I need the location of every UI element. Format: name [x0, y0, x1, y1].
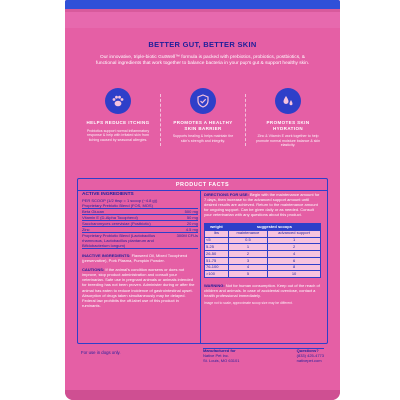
weight-unit: lbs — [205, 230, 229, 237]
inactive-ingredients: INACTIVE INGREDIENTS: Flaxseed Oil, Mixed Tocopherol (preservative), Pork Plasma, Pumpkin Powder. — [82, 253, 188, 264]
benefit-hydration — [253, 88, 323, 148]
benefit-title: PROMOTES A HEALTHY SKIN BARRIER — [173, 120, 233, 131]
ingredient-row: Proprietary Prebiotic Blend (FOS, MOS) — [82, 203, 198, 209]
headline: BETTER GUT, BETTER SKIN — [148, 40, 257, 49]
benefit-divider — [160, 94, 161, 146]
ingredient-row: Zinc 4.5 mg — [82, 227, 198, 232]
maintenance-header: maintenance — [228, 230, 267, 237]
image-scale-note: Image not to scale, approximate scoop size may be different. — [204, 301, 293, 306]
table-row: 76-100 4 8 — [205, 264, 321, 271]
dogs-only-note: For use in dogs only. — [81, 350, 121, 355]
panel-divider — [78, 190, 327, 191]
suggested-scoops-header: suggested scoops — [228, 224, 320, 231]
benefit-divider — [245, 94, 246, 146]
active-ingredients-heading: ACTIVE INGREDIENTS — [82, 192, 134, 197]
bag-seal-strip — [65, 0, 340, 9]
benefit-title: HELPS REDUCE ITCHING — [86, 120, 150, 125]
bag-bottom-edge — [65, 390, 340, 400]
contact-info: Questions? (833) 425-4773 nativepet.com — [296, 348, 324, 363]
table-row: 51-75 3 6 — [205, 257, 321, 264]
shield-icon — [190, 88, 216, 114]
table-row: 26-50 2 4 — [205, 251, 321, 258]
label-footer — [77, 348, 328, 372]
bag-seal-edge — [65, 9, 340, 12]
intro-text: Our innovative, triple-biotic GutWell™ formula is packed with prebiotics, probiotics, postbiotics, & functional ingredients that work together to balance bacteria in your pup's gut & support healthy skin. — [95, 55, 310, 67]
table-row: <5 0.5 1 — [205, 237, 321, 244]
product-bag-back — [65, 0, 340, 400]
ingredient-row: Vitamin E (D-Alpha Tocopherol) 50 mg — [82, 215, 198, 220]
cautions: CAUTIONS: If the animal's condition worsens or does not improve, stop product administration and consult your veterinarian. Safe use in pregnant animals or animals intended for breeding has not been proven. Administer during or after the animal has eaten to reduce incidence of gastrointestinal upset. Absorption of drugs taken simultaneously may be delayed. Federal law prohibits the off-label use of this product in ruminants. — [82, 267, 195, 308]
product-facts-panel — [77, 178, 328, 344]
ingredients-column — [82, 192, 198, 308]
panel-column-divider — [200, 190, 201, 343]
benefits-row — [83, 88, 322, 156]
directions: DIRECTIONS FOR USE: Begin with the maintenance amount for 7 days, then increase to the advanced support amount until desired results are achieved. Return to the maintenance amount for ongoing support. Can be given daily or as needed. Consult your veterinarian with any questions about this product. — [204, 192, 320, 217]
benefit-desc: Supports healing & helps maintain the skin's strength and integrity. — [172, 134, 234, 143]
ingredient-row: Proprietary Probiotic Blend (Lactobacillus rhamnosus, Lactobacillus plantarum and Bifidobacterium longum) 300M CFUs — [82, 233, 198, 248]
benefit-desc: Probiotics support normal inflammatory response & help with irritated skin from itching caused by seasonal allergies. — [86, 128, 150, 142]
warning: WARNING: Not for human consumption. Keep out of the reach of children and animals. In case of accidental overdose, contact a health professional immediately. — [204, 283, 320, 299]
water-drops-icon — [275, 88, 301, 114]
table-row: >100 5 10 — [205, 271, 321, 278]
weight-header: weight — [205, 224, 229, 231]
benefit-title: PROMOTES SKIN HYDRATION — [266, 120, 310, 131]
per-scoop-note: PER SCOOP (1/2 tbsp = 1 scoop (~4.8 g)) — [82, 198, 158, 203]
ingredient-row: Beta Glucan 500 mg — [82, 209, 198, 214]
table-row: 5-25 1 2 — [205, 244, 321, 251]
panel-title: PRODUCT FACTS — [175, 182, 230, 188]
directions-column — [204, 192, 321, 305]
ingredient-row: Saccharomyces cerevisiae (Postbiotic) 20 mg — [82, 221, 198, 226]
manufacturer-info: Manufactured for Native Pet Inc. St. Louis, MO 63101 — [203, 348, 240, 363]
benefit-desc: Zinc & Vitamin E work together to help promote normal moisture balance & skin elasticity. — [255, 134, 321, 148]
paw-icon — [105, 88, 131, 114]
benefit-skin-barrier — [168, 88, 238, 143]
dosage-table — [204, 223, 321, 278]
advanced-header: advanced support — [268, 230, 321, 237]
benefit-itching — [83, 88, 153, 142]
